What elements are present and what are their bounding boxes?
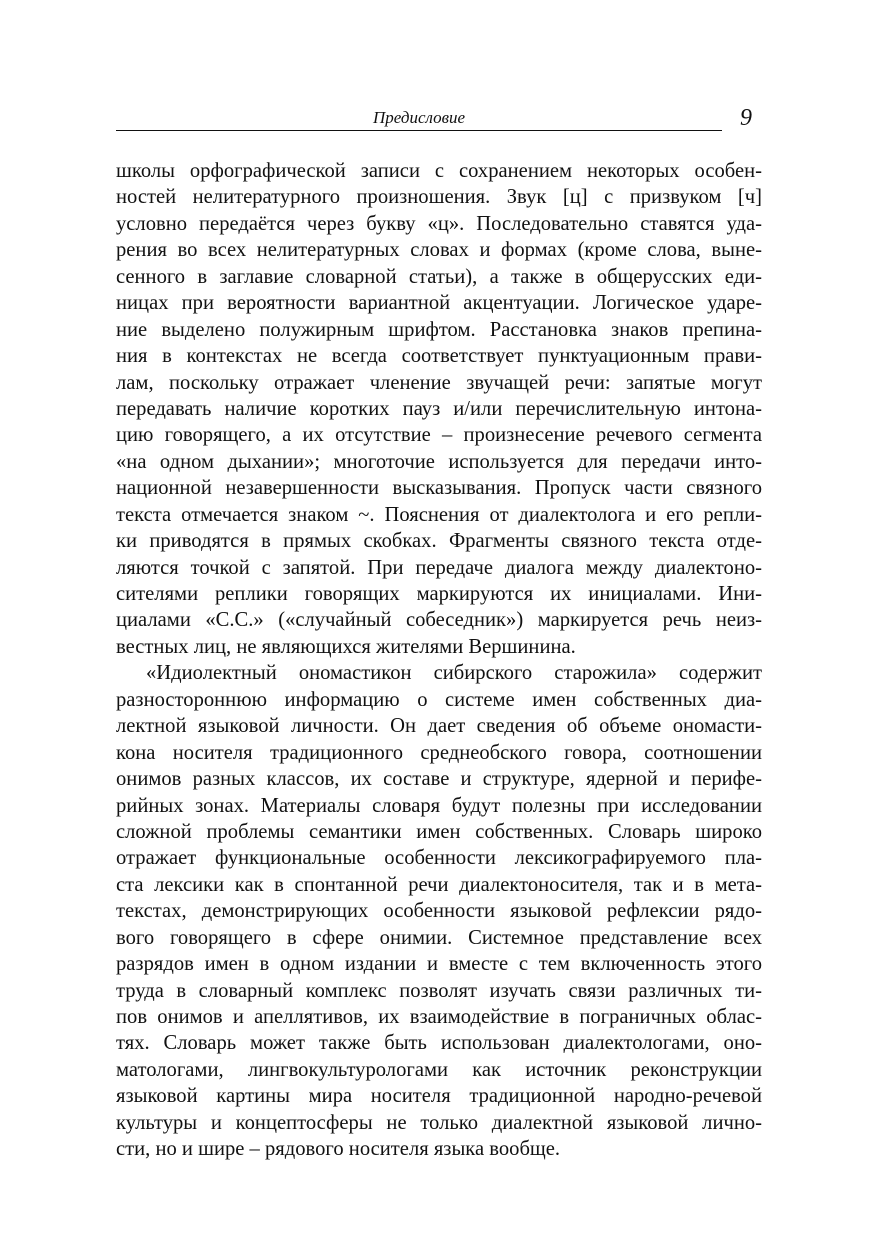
text-line: условно передаётся через букву «ц». Последовательно ставятся уда- xyxy=(116,212,762,235)
header-rule xyxy=(116,130,722,131)
text-line: разрядов имен в одном издании и вместе с тем включенность этого xyxy=(116,953,762,976)
paragraph xyxy=(116,158,762,660)
text-line: кона носителя традиционного среднеобского говора, соотношении xyxy=(116,741,762,764)
text-line: текстах, демонстрирующих особенности языковой рефлексии рядо- xyxy=(116,900,762,923)
text-line: текста отмечается знаком ~. Пояснения от диалектолога и его репли- xyxy=(116,503,762,526)
running-head xyxy=(116,106,722,130)
text-line: вестных лиц, не являющихся жителями Вершинина. xyxy=(116,635,576,658)
text-line: сителями реплики говорящих маркируются их инициалами. Ини- xyxy=(116,583,762,605)
text-line: рения во всех нелитературных словах и формах (кроме слова, выне- xyxy=(116,239,762,262)
page-number: 9 xyxy=(740,105,752,131)
text-line: передавать наличие коротких пауз и/или перечислительную интона- xyxy=(116,397,762,420)
text-line: сти, но и шире – рядового носителя языка вообще. xyxy=(116,1138,561,1161)
running-title: Предисловие xyxy=(372,108,466,127)
text-line: лам, поскольку отражает членение звучащей речи: запятые могут xyxy=(116,371,762,394)
text-line: рийных зонах. Материалы словаря будут полезны при исследовании xyxy=(116,794,762,817)
text-line: тях. Словарь может также быть использован диалектологами, оно- xyxy=(116,1032,762,1055)
text-line: сенного в заглавие словарной статьи), а также в общерусских еди- xyxy=(116,265,762,288)
text-line: «на одном дыхании»; многоточие используется для передачи инто- xyxy=(116,450,762,473)
text-line: циалами «С.С.» («случайный собеседник») маркируется речь неиз- xyxy=(116,609,762,632)
text-line: школы орфографической записи с сохранением некоторых особен- xyxy=(116,160,762,182)
text-line: ностей нелитературного произношения. Звук [ц] с призвуком [ч] xyxy=(116,186,762,209)
text-line: матологами, лингвокультурологами как источник реконструкции xyxy=(116,1058,762,1081)
text-line: языковой картины мира носителя традиционной народно-речевой xyxy=(116,1085,762,1108)
text-line: ние выделено полужирным шрифтом. Расстановка знаков препина- xyxy=(116,318,762,341)
text-line: ляются точкой с запятой. При передаче диалога между диалектоно- xyxy=(116,556,762,579)
text-line: онимов разных классов, их составе и структуре, ядерной и перифе- xyxy=(116,768,762,791)
text-line: ки приводятся в прямых скобках. Фрагменты связного текста отде- xyxy=(116,530,762,553)
text-line: «Идиолектный ономастикон сибирского старожила» содержит xyxy=(146,662,762,685)
text-line: ния в контекстах не всегда соответствует пунктуационным прави- xyxy=(116,345,762,368)
body-text xyxy=(116,158,762,1163)
text-line: труда в словарный комплекс позволят изучать связи различных ти- xyxy=(116,979,762,1002)
text-line: национной незавершенности высказывания. Пропуск части связного xyxy=(116,477,762,500)
text-line: ста лексики как в спонтанной речи диалектоносителя, так и в мета- xyxy=(116,873,762,896)
text-line: разностороннюю информацию о системе имен собственных диа- xyxy=(116,688,762,711)
text-line: отражает функциональные особенности лексикографируемого пла- xyxy=(116,847,762,870)
text-line: пов онимов и апеллятивов, их взаимодействие в пограничных облас- xyxy=(116,1006,762,1028)
text-line: ницах при вероятности вариантной акцентуации. Логическое ударе- xyxy=(116,292,762,315)
text-line: культуры и концептосферы не только диалектной языковой лично- xyxy=(116,1111,762,1134)
text-line: лектной языковой личности. Он дает сведения об объеме ономасти- xyxy=(116,715,762,738)
text-line: цию говорящего, а их отсутствие – произнесение речевого сегмента xyxy=(116,424,762,447)
text-line: вого говорящего в сфере онимии. Системное представление всех xyxy=(116,926,762,949)
text-line: сложной проблемы семантики имен собственных. Словарь широко xyxy=(116,820,762,843)
paragraph xyxy=(116,660,762,1162)
